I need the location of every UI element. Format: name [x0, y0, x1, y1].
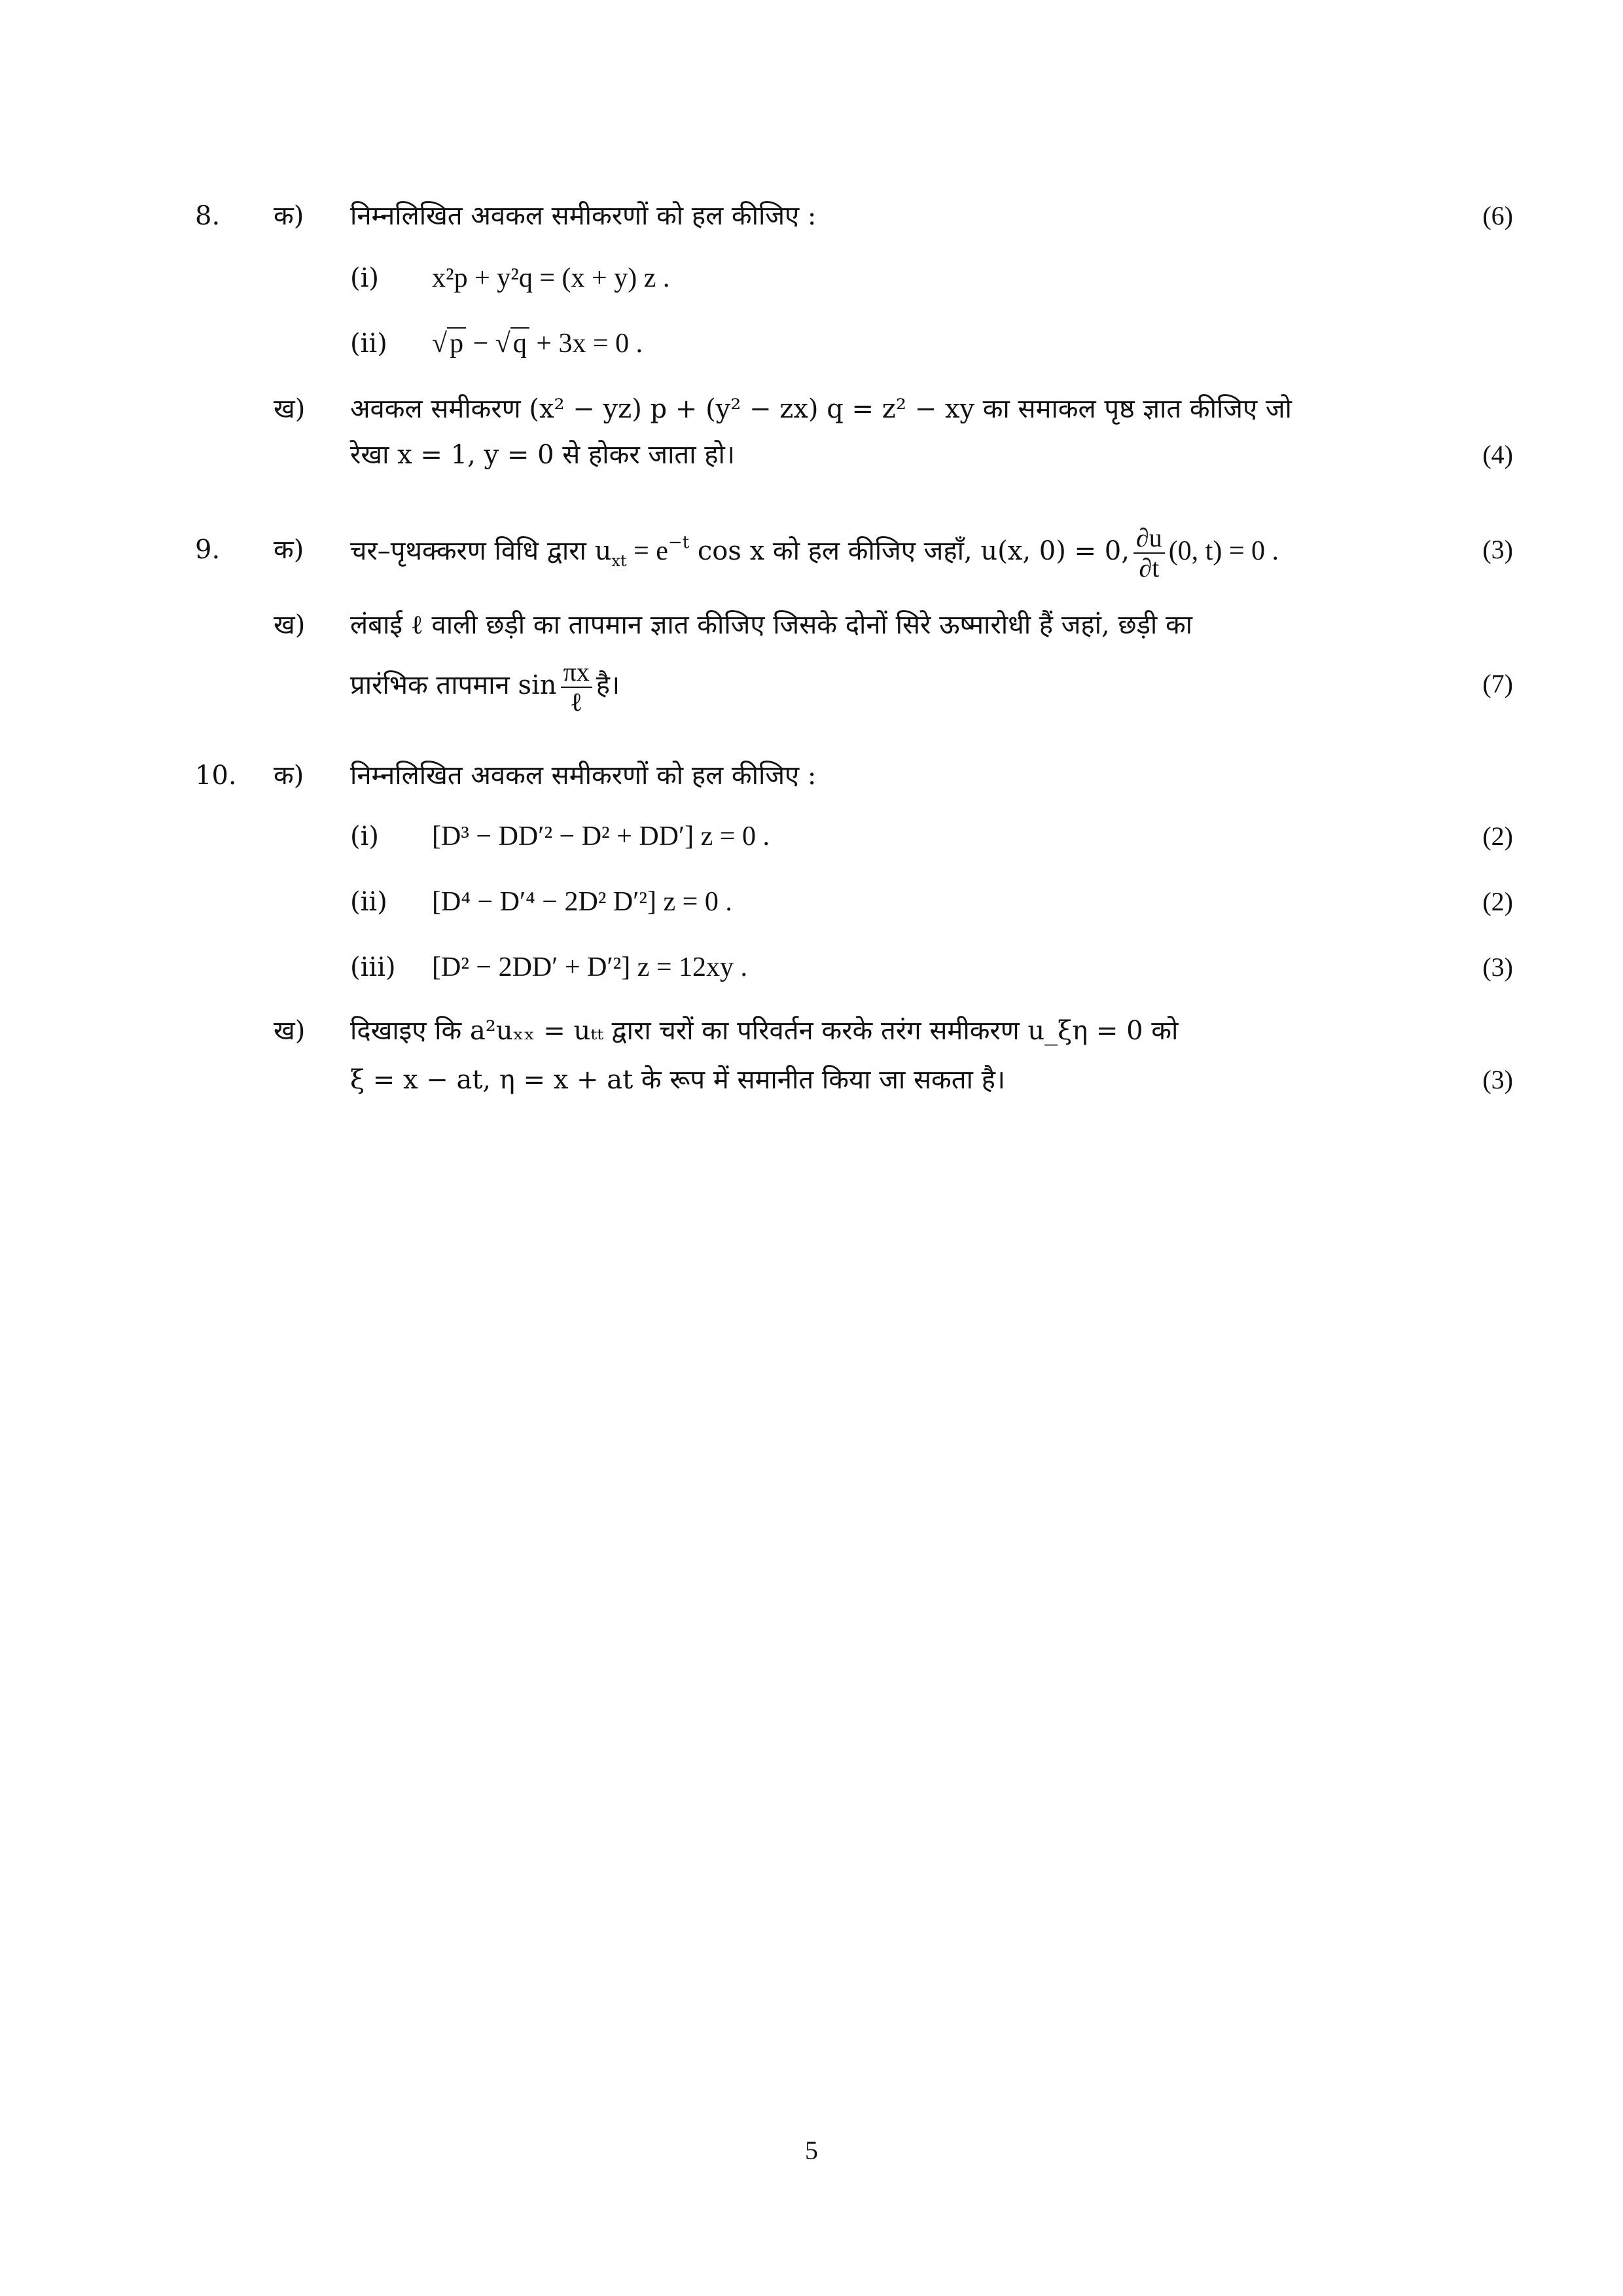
question-text: दिखाइए कि a²uₓₓ = uₜₜ द्वारा चरों का परिवर्तन करके तरंग समीकरण u_ξη = 0 को: [350, 1016, 1179, 1046]
text-segment: चर–पृथक्करण विधि द्वारा u: [350, 536, 612, 566]
page-number: 5: [805, 2136, 818, 2165]
marks: (4): [1482, 440, 1513, 469]
q8-ii-line: [0, 317, 1623, 370]
sub-label: (ii): [350, 887, 387, 917]
text-segment: = e: [626, 536, 668, 566]
marks: (2): [1482, 887, 1513, 916]
fraction-numerator: ∂u: [1133, 524, 1165, 554]
q10-i-line: [0, 810, 1623, 863]
fraction-denominator: ∂t: [1139, 553, 1160, 583]
sub-label: (i): [350, 821, 380, 852]
question-text: लंबाई ℓ वाली छड़ी का तापमान ज्ञात कीजिए जिसके दोनों सिरे ऊष्मारोधी हैं जहां, छड़ी का: [350, 610, 1193, 640]
q8-b-line2: [0, 429, 1623, 481]
partial-fraction: [1133, 524, 1165, 583]
fraction-numerator: πx: [561, 658, 592, 688]
sub-label: (ii): [350, 329, 387, 359]
equation: [D³ − DD′² − D² + DD′] z = 0 .: [432, 821, 770, 852]
question-text: अवकल समीकरण (x² − yz) p + (y² − zx) q = z² − xy का समाकल पृष्ठ ज्ञात कीजिए जो: [350, 394, 1292, 424]
q9-a-line: [0, 523, 1623, 583]
q10-iii-line: [0, 941, 1623, 994]
q9-b-line2: [0, 657, 1623, 717]
text-segment: (0, t) = 0 .: [1168, 536, 1279, 566]
part-label: क): [274, 201, 304, 231]
text-segment: प्रारंभिक तापमान sin: [350, 670, 557, 700]
sub-label: (i): [350, 263, 380, 293]
question-text: चर–पृथक्करण विधि द्वारा $u_{xt} = e^{-t}$ cos x को हल कीजिए जहाँ, u(x, 0) = 0, $\frac{\partial u}{\partial t}$ (0, t) = 0 .: [350, 523, 1279, 583]
question-text: निम्नलिखित अवकल समीकरणों को हल कीजिए :: [350, 761, 817, 791]
equation: √p − √q + 3x = 0 .: [432, 329, 643, 359]
equation: x²p + y²q = (x + y) z .: [432, 263, 670, 293]
question-number: 9.: [195, 535, 221, 565]
equation: [D⁴ − D′⁴ − 2D² D′²] z = 0 .: [432, 887, 732, 917]
marks: (3): [1482, 535, 1513, 564]
text-segment: cos x को हल कीजिए जहाँ, u(x, 0) = 0,: [689, 536, 1130, 566]
question-text: निम्नलिखित अवकल समीकरणों को हल कीजिए :: [350, 201, 817, 231]
fraction-denominator: ℓ: [570, 687, 583, 717]
q10-b-line2: [0, 1054, 1623, 1106]
part-label: ख): [274, 1016, 306, 1046]
question-text: [350, 658, 620, 717]
q8-b-line1: [0, 383, 1623, 435]
q8-i-line: [0, 252, 1623, 304]
question-number: 10.: [195, 761, 237, 791]
equation-tail: + 3x = 0 .: [529, 329, 643, 359]
marks: (2): [1482, 821, 1513, 851]
part-label: ख): [274, 394, 306, 424]
question-number: 8.: [195, 201, 221, 231]
q10-a-line: [0, 749, 1623, 802]
part-label: ख): [274, 610, 306, 640]
part-label: क): [274, 535, 304, 565]
q10-b-line1: [0, 1005, 1623, 1057]
question-text: रेखा x = 1, y = 0 से होकर जाता हो।: [350, 440, 736, 470]
question-text: ξ = x − at, η = x + at के रूप में समानीत किया जा सकता है।: [350, 1065, 1006, 1095]
q9-b-line1: [0, 599, 1623, 651]
q10-ii-line: [0, 876, 1623, 928]
marks: (3): [1482, 1065, 1513, 1094]
marks: (6): [1482, 201, 1513, 230]
sub-label: (iii): [350, 952, 396, 982]
text-segment: है।: [596, 670, 620, 700]
fraction: [561, 658, 592, 717]
marks: (7): [1482, 669, 1513, 698]
part-label: क): [274, 761, 304, 791]
marks: (3): [1482, 952, 1513, 982]
equation: [D² − 2DD′ + D′²] z = 12xy .: [432, 952, 748, 982]
q8-a-line: [0, 190, 1623, 242]
